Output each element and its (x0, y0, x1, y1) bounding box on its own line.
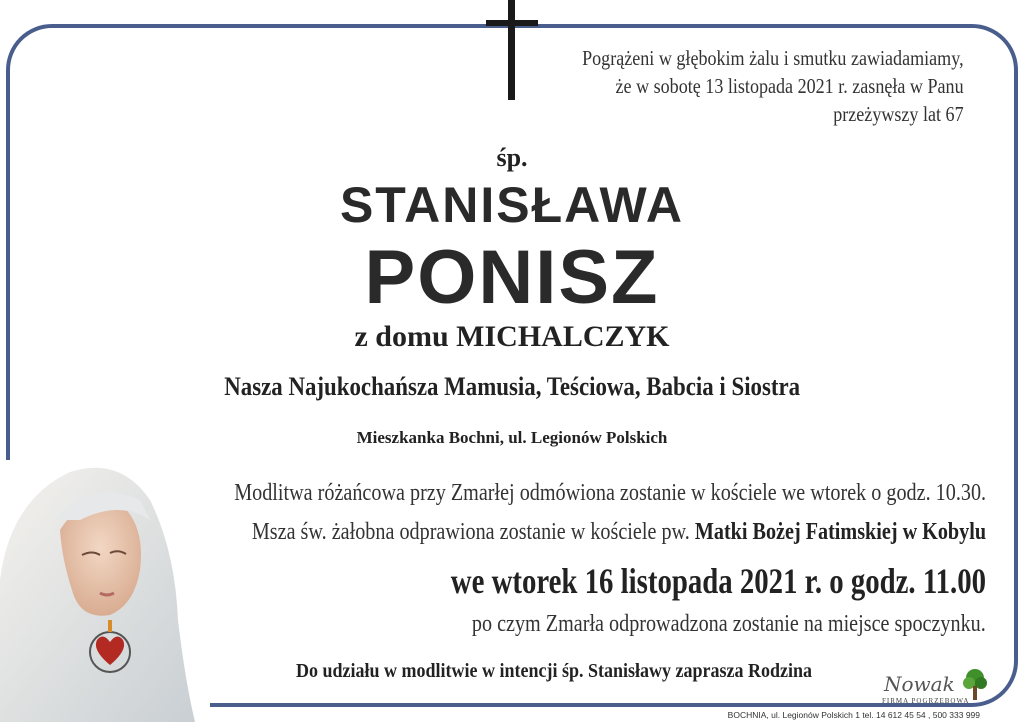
church-name: Matki Bożej Fatimskiej w Kobylu (694, 519, 986, 545)
logo-text: Nowak (884, 672, 955, 696)
relations-text: Nasza Najukochańsza Mamusia, Teściowa, Babcia i Siostra (224, 372, 800, 401)
invitation: Do udziału w modlitwie w intencji śp. Stanisławy zaprasza Rodzina (296, 660, 813, 682)
intro-line-1: Pogrążeni w głębokim żalu i smutku zawiadamiamy, (582, 46, 964, 70)
date-time-line: we wtorek 16 listopada 2021 r. o godz. 11.00 (450, 561, 986, 601)
mass-prefix: Msza św. żałobna odprawiona zostanie w kościele pw. (251, 519, 690, 545)
footer-contact: BOCHNIA, ul. Legionów Polskich 1 tel. 14 612 45 54 , 500 333 999 (727, 710, 980, 720)
mass-line (252, 519, 986, 546)
funeral-home-logo (880, 668, 990, 708)
prefix: śp. (496, 143, 528, 172)
first-name: STANISŁAWA (339, 177, 685, 233)
logo-subtext: FIRMA POGRZEBOWA (882, 697, 970, 705)
intro-line-3: przeżywszy lat 67 (833, 102, 964, 126)
intro-text (582, 44, 964, 128)
tree-icon (962, 668, 988, 702)
maiden-name: z domu MICHALCZYK (354, 320, 670, 353)
latin-cross-icon (486, 0, 538, 100)
intro-line-2: że w sobotę 13 listopada 2021 r. zasnęła w Panu (615, 74, 964, 98)
relations (0, 372, 1024, 402)
burial-line: po czym Zmarła odprowadzona zostanie na miejsce spoczynku. (472, 611, 986, 637)
madonna-image (0, 460, 200, 722)
residence: Mieszkanka Bochni, ul. Legionów Polskich (356, 428, 668, 447)
last-name: PONISZ (364, 235, 660, 320)
rosary-line: Modlitwa różańcowa przy Zmarłej odmówiona zostanie w kościele we wtorek o godz. 10.30. (234, 480, 986, 506)
